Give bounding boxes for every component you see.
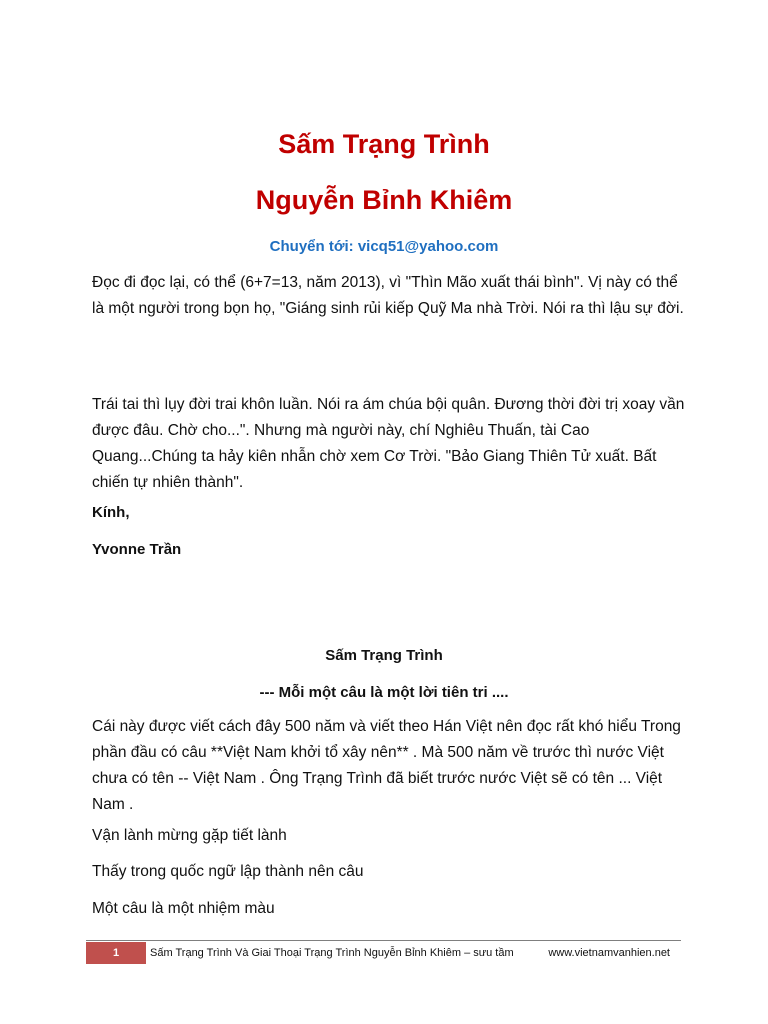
verse-line: Vận lành mừng gặp tiết lành — [92, 827, 287, 844]
page-number-tab: 1 — [86, 942, 146, 964]
footer-divider — [86, 940, 681, 941]
footer-website: www.vietnamvanhien.net — [548, 947, 670, 959]
greeting: Kính, — [92, 504, 130, 521]
document-author-title: Nguyễn Bỉnh Khiêm — [255, 185, 513, 215]
footer-title: Sấm Trạng Trình Và Giai Thoại Trạng Trình Nguyễn Bỉnh Khiêm – sưu tầm — [150, 947, 514, 959]
verse-line: Thấy trong quốc ngữ lập thành nên câu — [92, 863, 364, 880]
document-title: Sấm Trạng Trình — [278, 129, 490, 159]
section-subtitle: --- Mỗi một câu là một lời tiên tri .... — [259, 684, 509, 701]
verse-line: Một câu là một nhiệm màu — [92, 900, 275, 917]
signature: Yvonne Trần — [92, 541, 182, 558]
paragraph-intro: Đọc đi đọc lại, có thể (6+7=13, năm 2013), vì "Thìn Mão xuất thái bình". Vị này có thể là một người trong bọn họ, "Giáng sinh rủi kiếp Quỹ Ma nhà Trời. Nói ra thì lậu sự đời. — [92, 274, 684, 317]
paragraph-commentary: Trái tai thì lụy đời trai khôn luần. Nói ra ám chúa bội quân. Đương thời đời trị xoay vần được đâu. Chờ cho...". Nhưng mà người này, chí Nghiêu Thuấn, tài Cao Quang...Chúng ta hảy kiên nhẫn chờ xem Cơ Trời. "Bảo Giang Thiên Tử xuất. Bất chiến tự nhiên thành". — [92, 396, 685, 491]
forwarded-by-line: Chuyển tới: vicq51@yahoo.com — [269, 238, 499, 255]
paragraph-history: Cái này được viết cách đây 500 năm và viết theo Hán Việt nên đọc rất khó hiểu Trong phần đầu có câu **Việt Nam khởi tổ xây nên** . Mà 500 năm về trước thì nước Việt chưa có tên -- Việt Nam . Ông Trạng Trình đã biết trước nước Việt sẽ có tên ... Việt Nam . — [92, 718, 681, 813]
section-title: Sấm Trạng Trình — [325, 647, 443, 664]
